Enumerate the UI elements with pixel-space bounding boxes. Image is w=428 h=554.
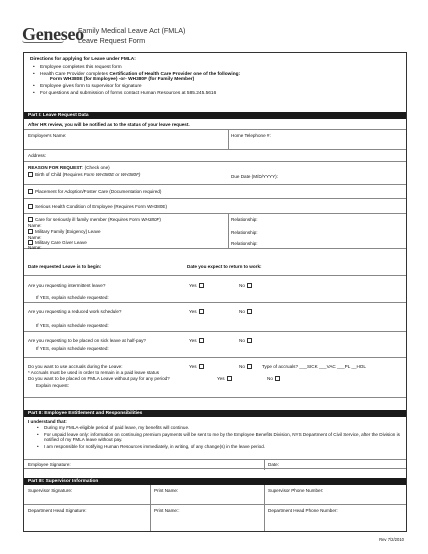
directions-item: • Employee completes this request form — [30, 65, 405, 71]
accrual-note: * Accruals must be used in order to remain in a paid leave status — [28, 370, 159, 375]
employee-name-row — [24, 130, 406, 150]
half-pay-yes: Yes — [189, 338, 204, 343]
relationship-label: Relationship: — [231, 241, 258, 246]
military-caregiver-option: Military Care Giver Leave — [28, 240, 87, 245]
half-pay-yes-checkbox[interactable] — [199, 338, 204, 343]
date-return-label: Date you expect to return to work: — [187, 264, 262, 269]
entitlement-list — [34, 425, 404, 451]
home-phone-label: Home Telephone #: — [231, 133, 271, 138]
reduced-explain: If YES, explain schedule requested: — [36, 323, 109, 328]
department-head-row — [24, 505, 406, 531]
part2-header-bar: Part II: Employee Entitlement and Responsibilities — [24, 410, 406, 417]
intermittent-no: No — [239, 283, 252, 288]
reduced-no: No — [239, 309, 252, 314]
notice-row — [24, 119, 406, 130]
directions-item: • For questions and submission of forms contact Human Resources at 585.245.5616 — [30, 91, 405, 97]
reduced-no-checkbox[interactable] — [247, 309, 252, 314]
directions-item: • Employee gives form to supervisor for signature — [30, 84, 405, 90]
accruals-yes-checkbox[interactable] — [199, 364, 204, 369]
reduced-schedule-question: Are you requesting a reduced work schedule? — [28, 309, 122, 314]
reason-label: REASON FOR REQUEST: (Check one) — [28, 165, 110, 170]
supervisor-phone-label: Supervisor Phone Number: — [268, 488, 324, 493]
address-label: Address: — [28, 153, 47, 158]
title-line-1: Family Medical Leave Act (FMLA) — [78, 26, 186, 35]
address-row — [24, 150, 406, 162]
name-label: Name: — [28, 223, 42, 228]
date-begin-label: Date requested Leave is to begin: — [28, 264, 102, 269]
leave-dates-row — [24, 265, 406, 276]
logo-text: Geneseo — [22, 24, 84, 44]
half-pay-no-checkbox[interactable] — [247, 338, 252, 343]
unpaid-question: Do you want to be placed on FMLA Leave without pay for any period? — [28, 376, 170, 381]
employee-signature-label: Employee Signature: — [28, 462, 71, 467]
understand-heading: I understand that: — [28, 419, 67, 424]
family-care-option: Care for seriously ill family member (Requires Form WH380F) — [28, 217, 161, 222]
birth-of-child-option: Birth of Child (Requires Form WH380E or WH380F) — [28, 172, 140, 177]
row-divider — [228, 214, 229, 249]
entitlement-item: • For unpaid leave only: information on continuing premium payments will be sent to me by the Employee Benefits Division, NYS Department of Civil Service, after the Division is notified of my FMLA leave without pay. — [34, 432, 404, 443]
entitlement-item: • During my FMLA-eligible period of paid leave, my benefits will continue. — [34, 425, 404, 430]
name-label: Name: — [28, 245, 42, 250]
accruals-no-checkbox[interactable] — [247, 364, 252, 369]
relationship-label: Relationship: — [231, 217, 258, 222]
directions-item: • Health Care Provider completes Certification of Health Care Provider one of the following: Form WH380E (for Employee) -or- WH380F (for Family Member) — [30, 72, 405, 83]
row-divider — [150, 485, 151, 505]
directions-heading: Directions for applying for Leave under FMLA: — [30, 57, 136, 62]
intermittent-yes-checkbox[interactable] — [199, 283, 204, 288]
placement-option: Placement for Adoption/Foster Care (Documentation required) — [28, 189, 161, 194]
dept-head-print-name-label: Print Name:: — [154, 508, 180, 513]
reduced-yes: Yes — [189, 309, 204, 314]
revision-date: Rev 7/2/2010 — [379, 537, 404, 542]
accruals-block — [24, 358, 406, 398]
row-divider — [228, 130, 229, 150]
supervisor-row — [24, 485, 406, 505]
unpaid-no: No — [267, 376, 280, 381]
placement-checkbox[interactable] — [28, 189, 33, 194]
family-care-checkbox[interactable] — [28, 217, 33, 222]
directions-list — [30, 65, 405, 97]
explain-request-label: Explain request: — [36, 383, 69, 388]
due-date-label: Due Date (M/D/YYYY): — [231, 174, 278, 179]
half-pay-explain: If YES, explain schedule requested: — [36, 346, 109, 351]
military-exigency-option: Military Family [Exigency] Leave — [28, 229, 101, 234]
accruals-no: No — [239, 364, 252, 369]
serious-condition-checkbox[interactable] — [28, 204, 33, 209]
half-pay-row — [24, 332, 406, 358]
entitlement-item: • I am responsible for notifying Human Resources immediately, in writing, of any change(s) in the leave period. — [34, 444, 404, 449]
unpaid-yes-checkbox[interactable] — [227, 376, 232, 381]
date-label: Date: — [268, 462, 279, 467]
intermittent-yes: Yes — [189, 283, 204, 288]
employee-name-label: Employee's Name: — [28, 133, 67, 138]
relationship-label: Relationship: — [231, 230, 258, 235]
row-divider — [264, 485, 265, 505]
intermittent-no-checkbox[interactable] — [247, 283, 252, 288]
logo-swash — [22, 40, 64, 43]
placement-row — [24, 185, 406, 199]
supervisor-print-name-label: Print Name: — [154, 488, 179, 493]
geneseo-logo — [22, 24, 84, 45]
accrual-types: Type of accruals? ___SICK ___VAC ___PL __HOL — [262, 364, 366, 369]
employee-signature-row — [24, 459, 406, 469]
part1-header-bar: Part I: Leave Request Data — [24, 112, 406, 119]
part3-header-bar: Part III: Supervisor Information — [24, 478, 406, 485]
intermittent-explain: If YES, explain schedule requested: — [36, 295, 109, 300]
directions-section — [30, 57, 405, 98]
accruals-question: Do you want to use accruals during the Leave: — [28, 364, 123, 369]
accruals-yes: Yes — [189, 364, 204, 369]
birth-of-child-checkbox[interactable] — [28, 172, 33, 177]
half-pay-question: Are you requesting to be placed on sick leave at half-pay? — [28, 338, 146, 343]
half-pay-no: No — [239, 338, 252, 343]
reduced-schedule-row — [24, 303, 406, 332]
reason-row — [24, 162, 406, 185]
notice-text: After HR review, you will be notified as to the status of your leave request. — [28, 122, 190, 127]
supervisor-signature-label: Supervisor Signature: — [28, 488, 73, 493]
row-divider — [150, 505, 151, 531]
row-divider — [264, 460, 265, 470]
serious-condition-row — [24, 199, 406, 214]
serious-condition-option: Serious Health Condition of Employee (Requires Form WH380E) — [28, 204, 167, 209]
form-title — [78, 26, 185, 45]
reduced-yes-checkbox[interactable] — [199, 309, 204, 314]
unpaid-no-checkbox[interactable] — [275, 376, 280, 381]
name-label: Name: — [28, 235, 42, 240]
row-divider — [264, 505, 265, 531]
dept-head-signature-label: Department Head Signature: — [28, 508, 87, 513]
family-care-block — [24, 214, 406, 249]
military-exigency-checkbox[interactable] — [28, 229, 33, 234]
dept-head-phone-label: Department Head Phone Number: — [268, 508, 338, 513]
intermittent-row — [24, 276, 406, 303]
intermittent-question: Are you requesting intermittent leave? — [28, 283, 106, 288]
unpaid-yes: Yes — [217, 376, 232, 381]
title-line-2: Leave Request Form — [78, 35, 146, 45]
